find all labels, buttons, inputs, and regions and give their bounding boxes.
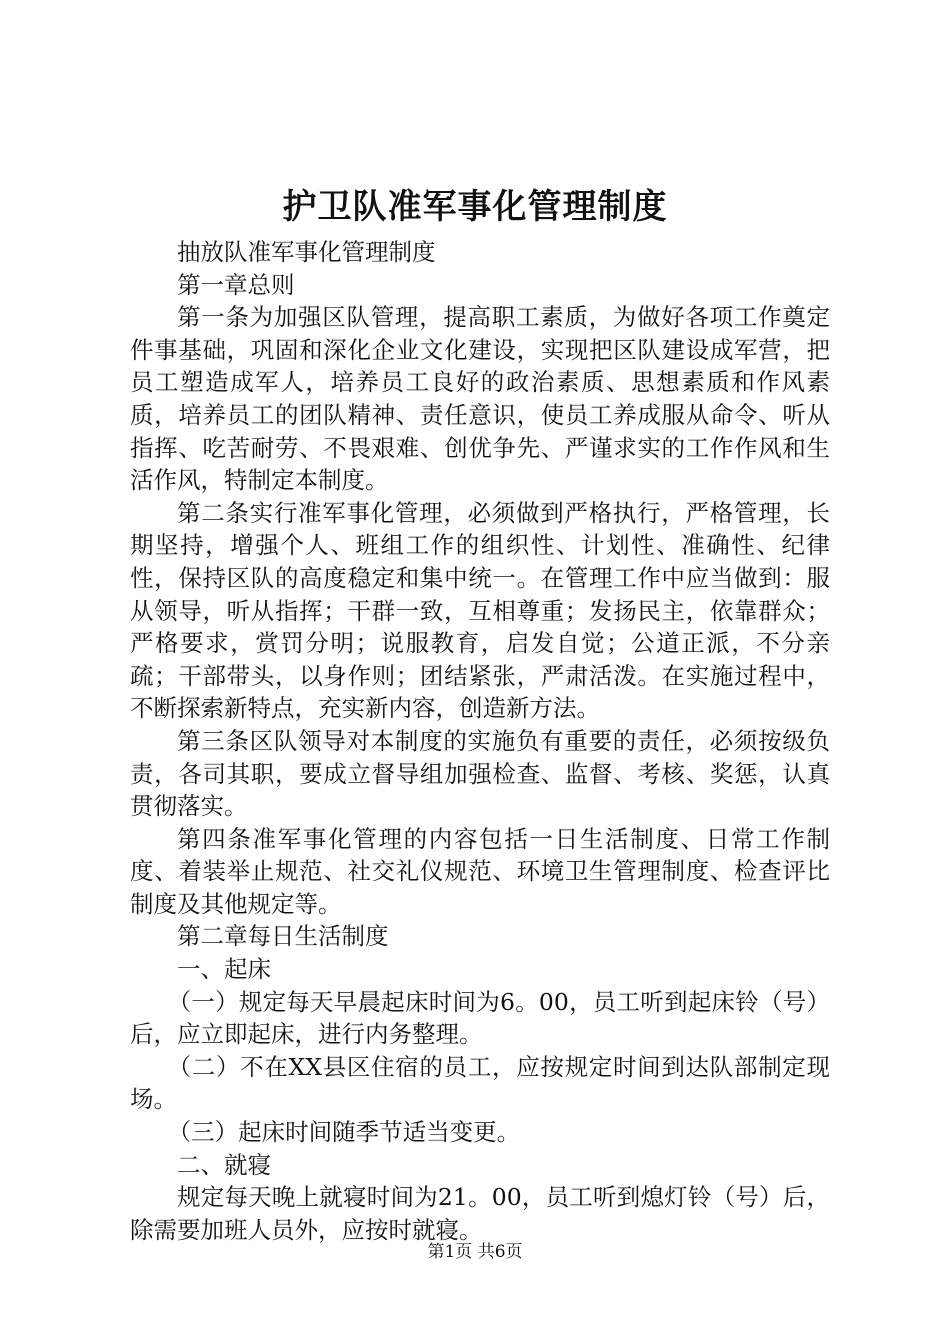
chapter-heading: 第一章总则 — [177, 270, 295, 299]
page-footer: 第1页 共6页 — [427, 1242, 523, 1262]
paragraph-subtitle: 抽放队准军事化管理制度 — [177, 238, 436, 266]
chapter-heading: 第二章每日生活制度 — [177, 922, 389, 951]
paragraph-article-3: 第三条区队领导对本制度的实施负有重要的责任，必须按级负责，各司其职，要成立督导组加强检查、监督、考核、奖惩，认真贯彻落实。 — [130, 726, 830, 821]
paragraph-item: （一）规定每天早晨起床时间为6。00，员工听到起床铃（号）后，应立即起床，进行内务整理。 — [130, 987, 830, 1049]
paragraph-item: （三）起床时间随季节适当变更。 — [167, 1118, 521, 1147]
section-heading: 一、起床 — [177, 955, 271, 984]
section-heading: 二、就寝 — [177, 1150, 271, 1179]
paragraph-article-2: 第二条实行准军事化管理，必须做到严格执行，严格管理，长期坚持，增强个人、班组工作的组织性、计划性、准确性、纪律性，保持区队的高度稳定和集中统一。在管理工作中应当做到：服从领导，听从指挥；干群一致，互相尊重；发扬民主，依靠群众；严格要求，赏罚分明；说服教育，启发自觉；公道正派，不分亲疏；干部带头，以身作则；团结紧张，严肃活泼。在实施过程中，不断探索新特点，充实新内容，创造新方法。 — [130, 498, 830, 723]
paragraph-article-1: 第一条为加强区队管理，提高职工素质，为做好各项工作奠定件事基础，巩固和深化企业文化建设，实现把区队建设成军营，把员工塑造成军人，培养员工良好的政治素质、思想素质和作风素质，培养员工的团队精神、责任意识，使员工养成服从命令、听从指挥、吃苦耐劳、不畏艰难、创优争先、严谨求实的工作作风和生活作风，特制定本制度。 — [130, 303, 830, 495]
paragraph-article-4: 第四条准军事化管理的内容包括一日生活制度、日常工作制度、着装举止规范、社交礼仪规范、环境卫生管理制度、检查评比制度及其他规定等。 — [130, 824, 830, 918]
paragraph-item: （二）不在XX县区住宿的员工，应按规定时间到达队部制定现场。 — [130, 1052, 830, 1114]
document-body — [130, 236, 830, 1246]
paragraph-item: 规定每天晚上就寝时间为21。00，员工听到熄灯铃（号）后，除需要加班人员外，应按时就寝。 — [130, 1183, 830, 1244]
document-title: 护卫队准军事化管理制度 — [282, 187, 668, 227]
